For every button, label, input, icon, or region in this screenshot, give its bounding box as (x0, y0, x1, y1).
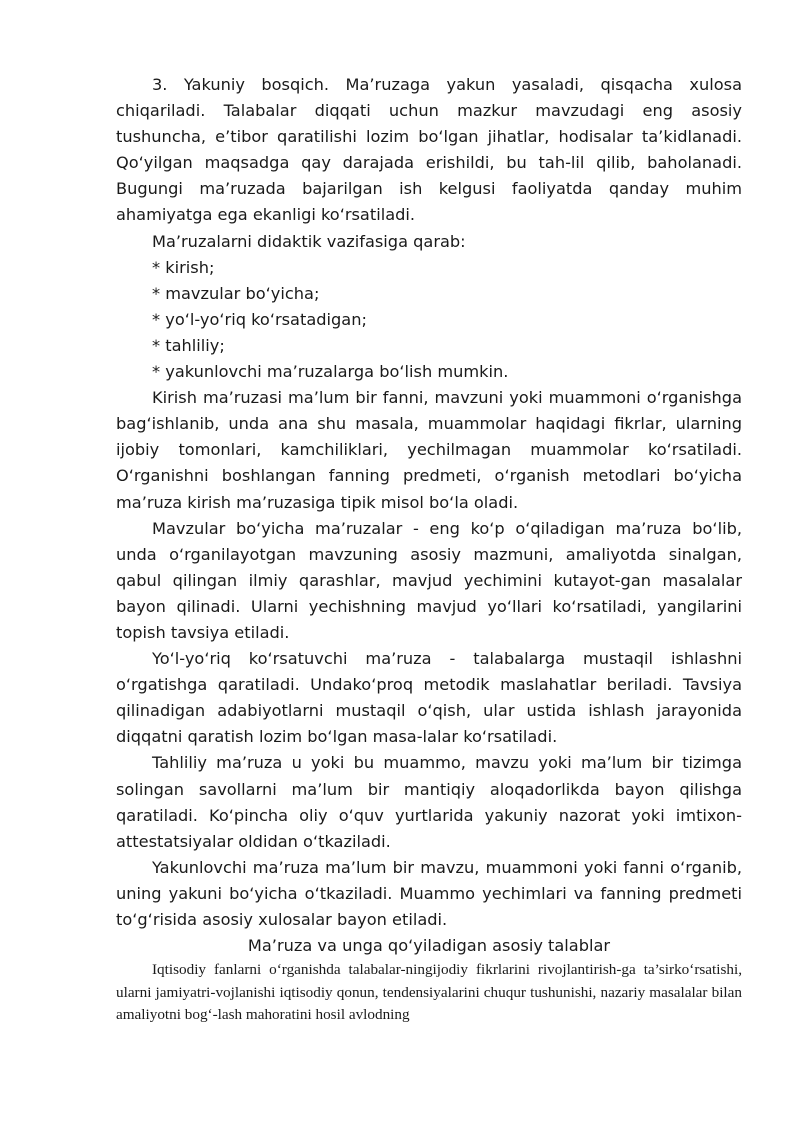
list-item: * yakunlovchi ma’ruzalarga bo‘lish mumkin. (152, 362, 509, 382)
paragraph-guidance-lecture: Yo‘l-yo‘riq ko‘rsatuvchi ma’ruza - talabalarga mustaqil ishlashni o‘rgatishga qaratiladi. Undako‘proq metodik maslahatlar beriladi. Tavsiya qilinadigan adabiyotlarni mustaqil o‘qish, ular ustida ishlash jarayonida diqqatni qaratish lozim bo‘lgan masa-lalar ko‘rsatiladi. (116, 649, 742, 747)
paragraph-final-stage: 3. Yakuniy bosqich. Ma’ruzaga yakun yasaladi, qisqacha xulosa chiqariladi. Talabalar diqqati uchun mazkur mavzudagi eng asosiy tushuncha, e’tibor qaratilishi lozim bo‘lgan jihatlar, hodisalar ta’kidlanadi. Qo‘yilgan maqsadga qay darajada erishildi, bu tah-lil qilib, baholanadi. Bugungi ma’ruzada bajarilgan ish kelgusi faoliyatda qanday muhim ahamiyatga ega ekanligi ko‘rsatiladi. (116, 75, 742, 225)
paragraph-intro-lecture: Kirish ma’ruzasi ma’lum bir fanni, mavzuni yoki muammoni o‘rganishga bag‘ishlanib, unda ana shu masala, muammolar haqidagi fikrlar, ularning ijobiy tomonlari, kamchiliklari, yechilmagan muammolar ko‘rsatiladi. O‘rganishni boshlangan fanning predmeti, o‘rganish metodlari bo‘yicha ma’ruza kirish ma’ruzasiga tipik misol bo‘la oladi. (116, 388, 742, 512)
paragraph-didactic-intro: Ma’ruzalarni didaktik vazifasiga qarab: (152, 231, 466, 251)
paragraph-analytical-lecture: Tahliliy ma’ruza u yoki bu muammo, mavzu yoki ma’lum bir tizimga solingan savollarni ma’lum bir mantiqiy aloqadorlikda bayon qilishga qaratiladi. Ko‘pincha oliy o‘quv yurtlarida yakuniy nazorat yoki imtixon-attestatsiyalar oldidan o‘tkaziladi. (116, 753, 742, 851)
list-item: * kirish; (152, 257, 215, 277)
list-item: * tahliliy; (152, 335, 225, 355)
list-item: * yo‘l-yo‘riq ko‘rsatadigan; (152, 309, 367, 329)
paragraph-topic-lectures: Mavzular bo‘yicha ma’ruzalar - eng ko‘p o‘qiladigan ma’ruza bo‘lib, unda o‘rganilayotgan mavzuning asosiy mazmuni, amaliyotda sinalgan, qabul qilingan ilmiy qarashlar, mavjud yechimini kutayot-gan masalalar bayon qilinadi. Ularni yechishning mavjud yo‘llari ko‘rsatiladi, yangilarini topish tavsiya etiladi. (116, 518, 742, 642)
paragraph-economics-requirements: Iqtisodiy fanlarni o‘rganishda talabalar-ningijodiy fikrlarini rivojlantirish-ga ta’sirko‘rsatishi, ularni jamiyatri-vojlanishi iqtisodiy qonun, tendensiyalarini chuqur tushunishi, nazariy masalalar bilan amaliyotni bog‘-lash mahoratini hosil avlodning (116, 961, 742, 1024)
section-heading: Ma’ruza va unga qo‘yiladigan asosiy talablar (247, 936, 611, 956)
document-page (116, 72, 742, 1027)
paragraph-closing-lecture: Yakunlovchi ma’ruza ma’lum bir mavzu, muammoni yoki fanni o‘rganib, uning yakuni bo‘yicha o‘tkaziladi. Muammo yechimlari va fanning predmeti to‘g‘risida asosiy xulosalar bayon etiladi. (116, 857, 742, 929)
list-item: * mavzular bo‘yicha; (152, 283, 320, 303)
